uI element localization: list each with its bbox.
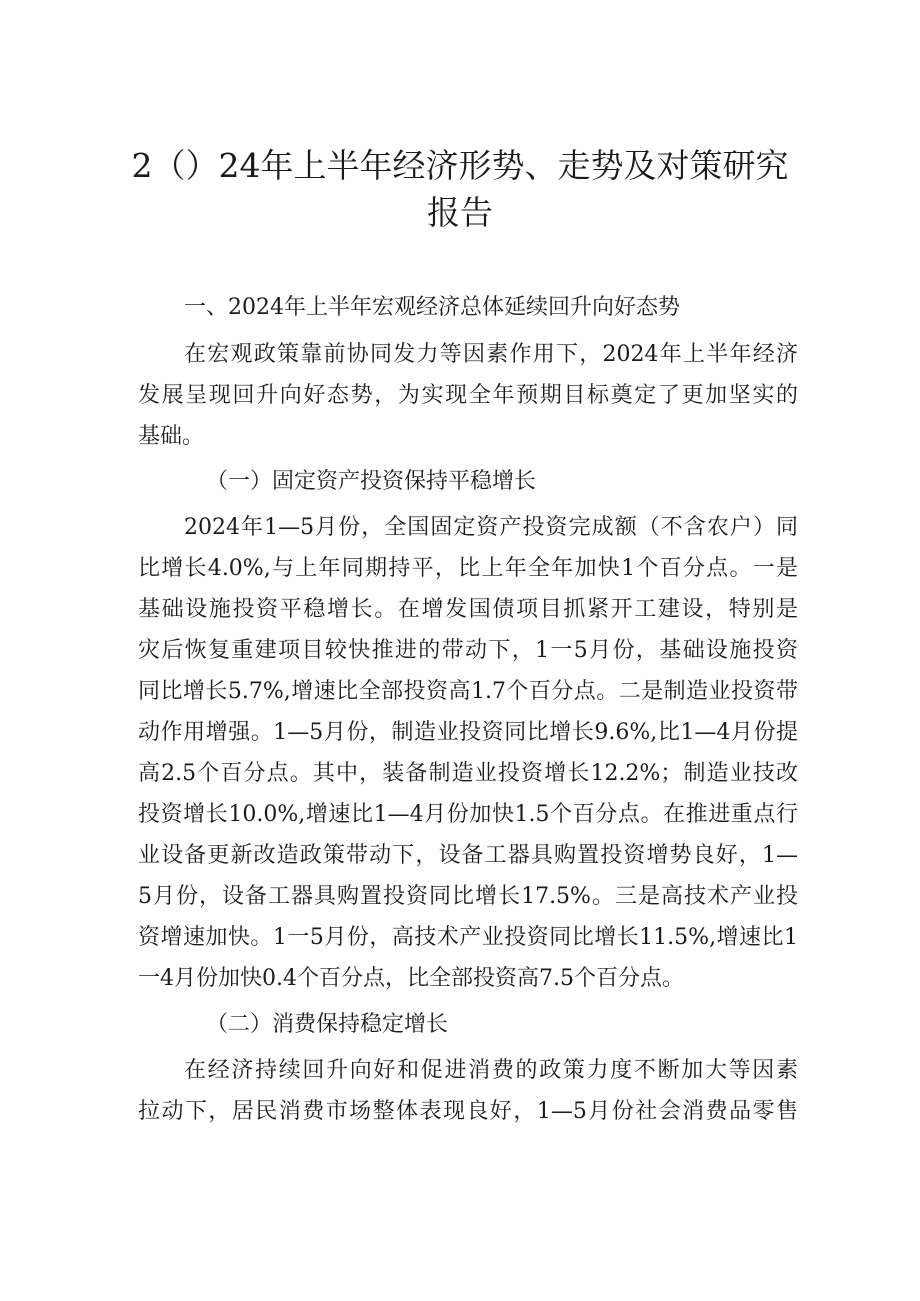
document-title-continued: 报告 xyxy=(427,193,493,232)
paragraph-line: 在经济持续回升向好和促进消费的政策力度不断加大等因素 xyxy=(184,1058,798,1083)
paragraph-line: 灾后恢复重建项目较快推进的带动下，1一5月份，基础设施投资 xyxy=(138,638,798,663)
paragraph-line: 在宏观政策靠前协同发力等因素作用下，2024年上半年经济 xyxy=(184,342,798,367)
paragraph-line: 5月份，设备工器具购置投资同比增长17.5%。三是高技术产业投 xyxy=(138,884,798,909)
paragraph-line: 2024年1—5月份，全国固定资产投资完成额（不含农户）同 xyxy=(184,515,798,540)
document-title: 2（）24年上半年经济形势、走势及对策研究 xyxy=(131,146,789,185)
paragraph-line: 基础设施投资平稳增长。在增发国债项目抓紧开工建设，特别是 xyxy=(138,597,798,622)
paragraph-line: 投资增长10.0%,增速比1—4月份加快1.5个百分点。在推进重点行 xyxy=(138,802,798,827)
paragraph-line: 业设备更新改造政策带动下，设备工器具购置投资增势良好，1— xyxy=(138,843,798,868)
paragraph-line: 基础。 xyxy=(138,424,205,449)
paragraph-line: 拉动下，居民消费市场整体表现良好，1—5月份社会消费品零售 xyxy=(138,1099,798,1124)
paragraph-line: 一4月份加快0.4个百分点，比全部投资高7.5个百分点。 xyxy=(138,966,684,991)
paragraph-line: 资增速加快。1一5月份，高技术产业投资同比增长11.5%,增速比1 xyxy=(138,925,798,950)
paragraph-line: 比增长4.0%,与上年同期持平，比上年全年加快1个百分点。一是 xyxy=(138,556,798,581)
paragraph-line: 高2.5个百分点。其中，装备制造业投资增长12.2%；制造业技改 xyxy=(138,761,798,786)
paragraph-line: 同比增长5.7%,增速比全部投资高1.7个百分点。二是制造业投资带 xyxy=(138,679,798,704)
paragraph-line: 动作用增强。1—5月份，制造业投资同比增长9.6%,比1—4月份提 xyxy=(138,720,798,745)
section-heading: 一、2024年上半年宏观经济总体延续回升向好态势 xyxy=(184,295,680,320)
subsection-heading: （二）消费保持稳定增长 xyxy=(206,1012,449,1037)
paragraph-line: 发展呈现回升向好态势，为实现全年预期目标奠定了更加坚实的 xyxy=(138,383,798,408)
subsection-heading: （一）固定资产投资保持平稳增长 xyxy=(206,469,537,494)
